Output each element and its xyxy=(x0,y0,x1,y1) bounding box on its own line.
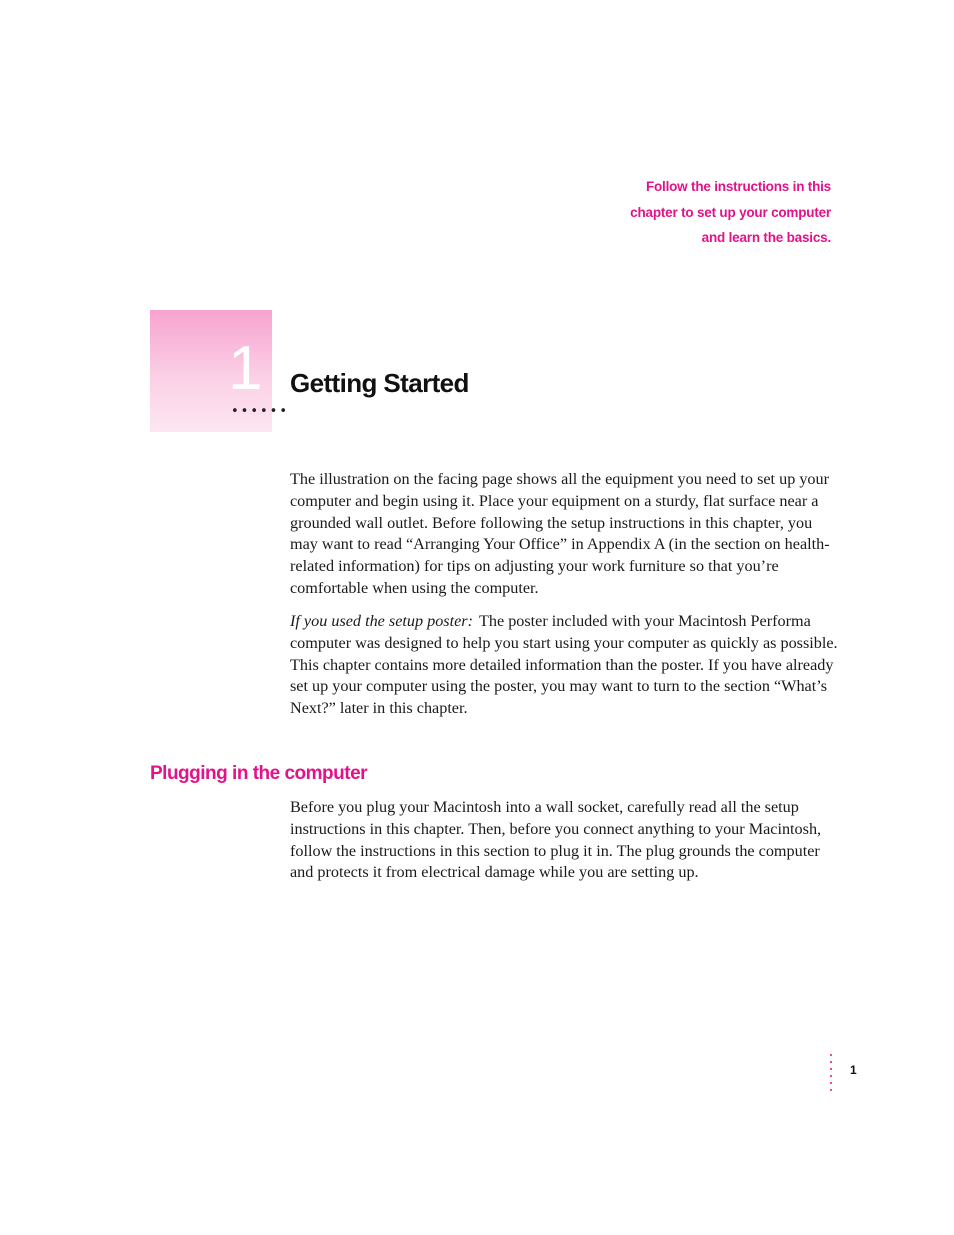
margin-note-line-3: and learn the basics. xyxy=(701,230,831,245)
margin-note xyxy=(571,174,831,251)
page-number: 1 xyxy=(850,1063,857,1077)
margin-note-line-2: chapter to set up your computer xyxy=(630,204,831,220)
poster-paragraph-text: The poster included with your Macintosh Performa computer was designed to help you start using your computer as quickly as possible. This chapter contains more detailed information than the poster. If you have already set up your computer using the poster, you may want to turn to the section “What’s Next?” later in this chapter. xyxy=(290,612,838,718)
chapter-dots-ornament: •••••• xyxy=(231,404,290,419)
poster-paragraph xyxy=(290,611,838,720)
folio-dots-ornament xyxy=(829,1054,835,1094)
section-heading: Plugging in the computer xyxy=(150,763,368,784)
poster-paragraph-lead: If you used the setup poster: xyxy=(290,612,473,630)
intro-paragraph: The illustration on the facing page shows all the equipment you need to set up your computer and begin using it. Place your equipment on a sturdy, flat surface near a grounded wall outlet. Before following the setup instructions in this chapter, you may want to read “Arranging Your Office” in Appendix A (in the section on health-related information) for tips on adjusting your work furniture so that you’re comfortable when using the computer. xyxy=(290,470,830,597)
margin-note-line-1: Follow the instructions in this xyxy=(645,179,831,194)
chapter-title: Getting Started xyxy=(290,368,469,398)
section-paragraph: Before you plug your Macintosh into a wall socket, carefully read all the setup instructions in this chapter. Then, before you connect anything to your Macintosh, follow the instructions in this section to plug it in. The plug grounds the computer and protects it from electrical damage while you are setting up. xyxy=(290,798,822,882)
chapter-number: 1 xyxy=(228,334,263,403)
